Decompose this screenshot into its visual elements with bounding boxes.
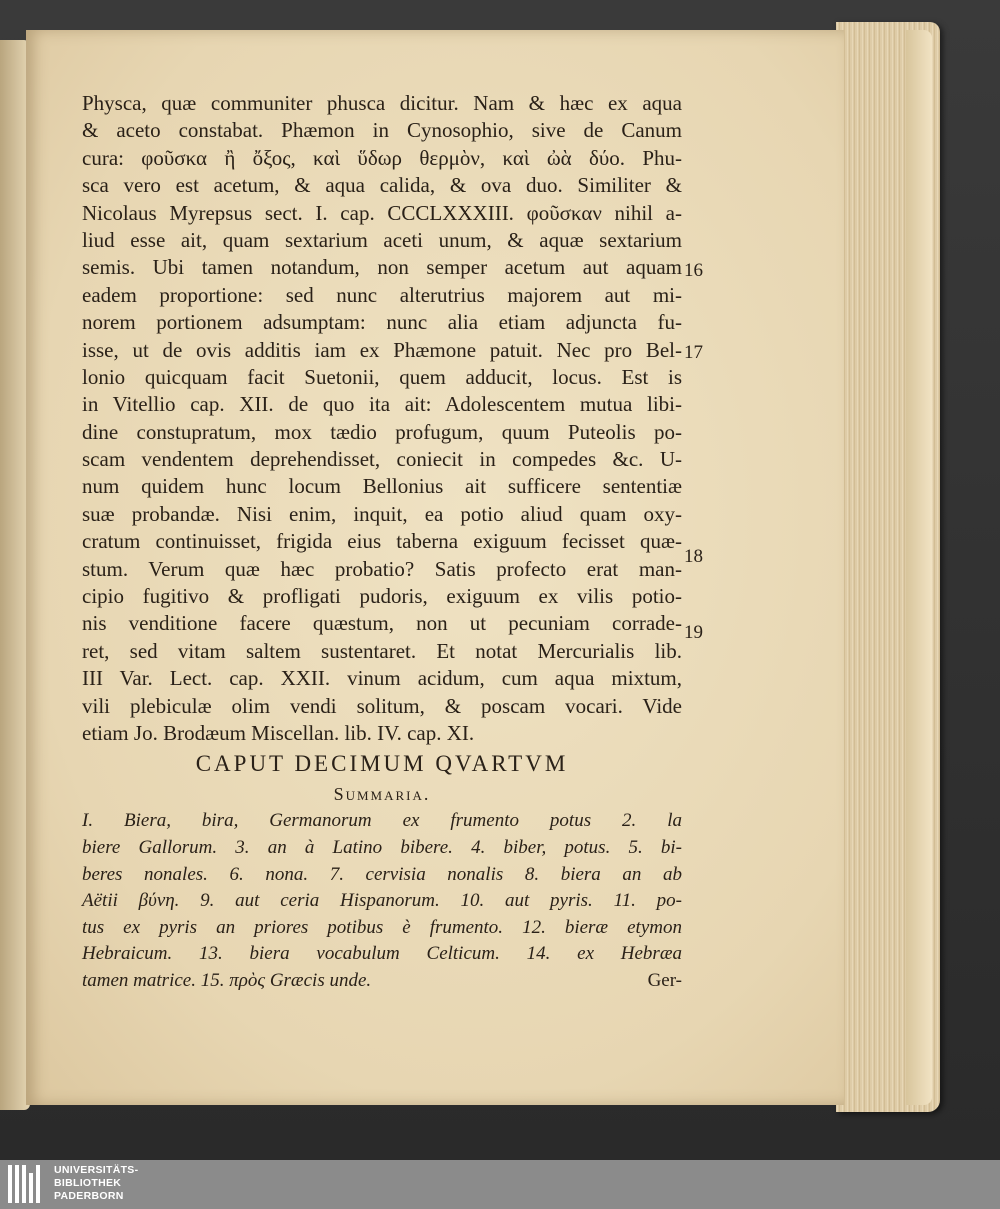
text-line: & aceto constabat. Phæmon in Cynosophio, sive de Canum bbox=[82, 118, 682, 143]
margin-number: 16 bbox=[684, 260, 703, 281]
text-line: ret, sed vitam saltem sustentaret. Et notat Mercurialis lib. bbox=[82, 638, 682, 663]
summary-line: beres nonales. 6. nona. 7. cervisia nonalis 8. biera an ab bbox=[82, 863, 682, 885]
summary-line: tus ex pyris an priores potibus è frumento. 12. bieræ etymon bbox=[82, 916, 682, 938]
text-line: etiam Jo. Brodæum Miscellan. lib. IV. cap. XI. bbox=[82, 720, 475, 745]
text-line: Nicolaus Myrepsus sect. I. cap. CCCLXXXIII. φοῦσκαν nihil a- bbox=[82, 200, 682, 225]
catchword: Ger- bbox=[647, 969, 682, 991]
margin-number: 17 bbox=[684, 342, 703, 363]
text-line: dine constupratum, mox tædio profugum, quum Puteolis po- bbox=[82, 419, 682, 444]
text-line: isse, ut de ovis additis iam ex Phæmone patuit. Nec pro Bel- bbox=[82, 337, 682, 362]
text-line: cipio fugitivo & profligati pudoris, exiguum ex vilis potio- bbox=[82, 584, 682, 609]
logo-line: UNIVERSITÄTS- bbox=[54, 1164, 139, 1176]
logo-line: BIBLIOTHEK bbox=[54, 1177, 122, 1189]
chapter-heading: CAPUT DECIMUM QVARTVM bbox=[195, 751, 569, 777]
summary-line: Aëtii βύνη. 9. aut ceria Hispanorum. 10. aut pyris. 11. po- bbox=[82, 890, 682, 912]
text-line: in Vitellio cap. XII. de quo ita ait: Adolescentem mutua libi- bbox=[82, 392, 682, 417]
text-line: nis venditione facere quæstum, non ut pecuniam corrade- bbox=[82, 611, 682, 636]
text-line: liud esse ait, quam sextarium aceti unum, & aquæ sextarium bbox=[82, 227, 682, 252]
summary-line bbox=[82, 968, 682, 995]
summary-last-text: tamen matrice. 15. πρὸς Græcis unde. bbox=[82, 969, 372, 991]
text-line: Physca, quæ communiter phusca dicitur. Nam & hæc ex aqua bbox=[82, 91, 682, 115]
text-line: vili plebiculæ olim vendi solitum, & poscam vocari. Vide bbox=[82, 693, 682, 718]
text-line: suæ probandæ. Nisi enim, inquit, ea potio aliud quam oxy- bbox=[82, 501, 682, 526]
library-logo-text bbox=[54, 1164, 138, 1203]
text-line: semis. Ubi tamen notandum, non semper acetum aut aquam bbox=[82, 255, 682, 280]
summary-line: Hebraicum. 13. biera vocabulum Celticum. 14. ex Hebræa bbox=[82, 943, 682, 965]
text-line: cura: φοῦσκα ἢ ὄξος, καὶ ὕδωρ θερμὸν, καὶ ὠὰ δύο. Phu- bbox=[82, 145, 682, 170]
book-page-edges bbox=[836, 22, 940, 1112]
library-logo-icon bbox=[8, 1165, 44, 1203]
text-line: stum. Verum quæ hæc probatio? Satis profecto erat man- bbox=[82, 556, 682, 581]
logo-line: PADERBORN bbox=[54, 1190, 124, 1202]
text-line: cratum continuisset, frigida eius taberna exiguum fecisset quæ- bbox=[82, 529, 682, 554]
text-line: lonio quicquam facit Suetonii, quem adducit, locus. Est is bbox=[82, 364, 682, 389]
text-line: norem portionem adsumptam: nunc alia etiam adjuncta fu- bbox=[82, 310, 682, 335]
text-line: III Var. Lect. cap. XXII. vinum acidum, cum aqua mixtum, bbox=[82, 666, 682, 691]
margin-number: 19 bbox=[684, 622, 703, 643]
library-footer bbox=[0, 1160, 1000, 1209]
text-line: scam vendentem deprehendisset, coniecit in compedes &c. U- bbox=[82, 447, 682, 472]
text-line: eadem proportione: sed nunc alterutrius majorem aut mi- bbox=[82, 282, 682, 307]
text-line: sca vero est acetum, & aqua calida, & ova duo. Similiter & bbox=[82, 173, 682, 198]
margin-number: 18 bbox=[684, 546, 703, 567]
text-line: num quidem hunc locum Bellonius ait sufficere sententiæ bbox=[82, 474, 682, 499]
summary-line: I. Biera, bira, Germanorum ex frumento potus 2. la bbox=[82, 810, 682, 832]
summary-line: biere Gallorum. 3. an à Latino bibere. 4. biber, potus. 5. bi- bbox=[82, 836, 682, 858]
main-text-block bbox=[82, 90, 682, 995]
chapter-subheading: Summaria. bbox=[333, 784, 431, 805]
